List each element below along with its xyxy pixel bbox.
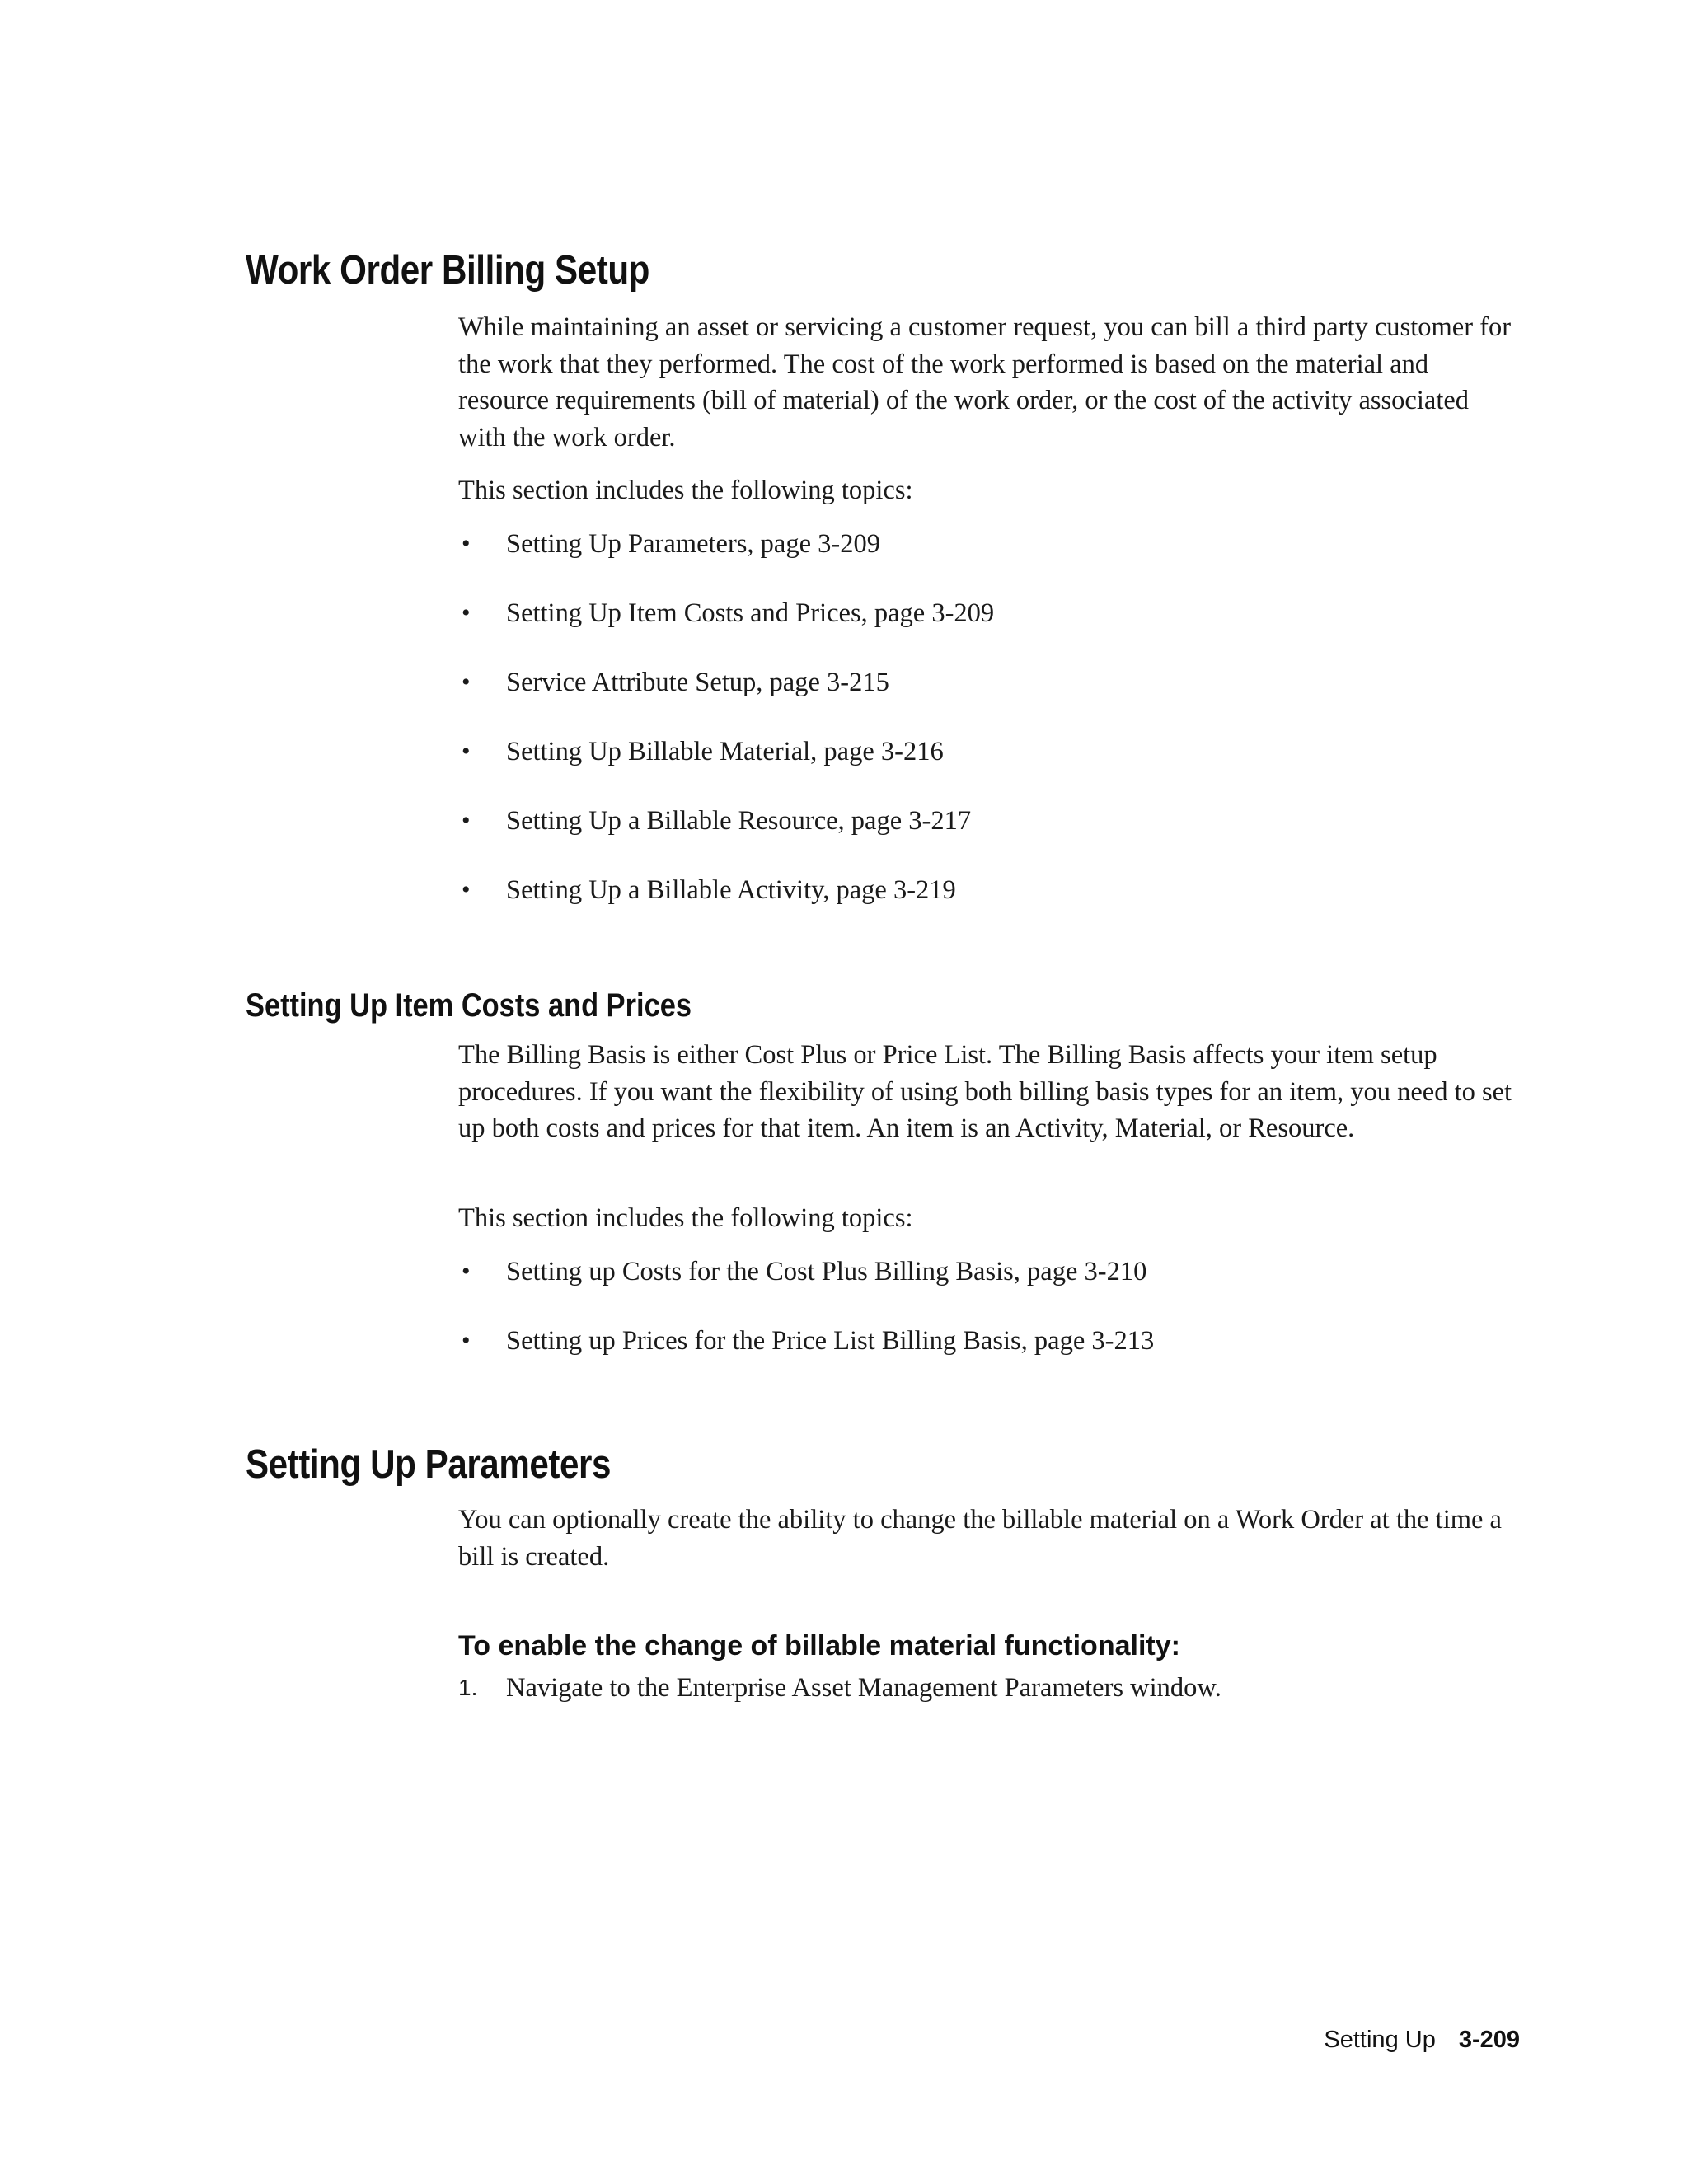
topic-list-item[interactable] bbox=[458, 595, 1522, 664]
bullet-icon: • bbox=[462, 599, 471, 626]
topic-list-item[interactable] bbox=[458, 664, 1522, 733]
procedure-step bbox=[458, 1670, 1522, 1706]
topic-list-item[interactable] bbox=[458, 803, 1522, 872]
bullet-icon: • bbox=[462, 738, 471, 765]
topic-link[interactable]: Setting up Prices for the Price List Billing Basis, page 3-213 bbox=[506, 1326, 1155, 1356]
topic-list-item[interactable] bbox=[458, 872, 1522, 941]
section-title-item-costs-and-prices: Setting Up Item Costs and Prices bbox=[246, 987, 692, 1024]
item-costs-topics-intro: This section includes the following topics: bbox=[458, 1203, 913, 1233]
bullet-icon: • bbox=[462, 668, 471, 696]
parameters-intro: You can optionally create the ability to change the billable material on a Work Order at the time a bill is created. bbox=[458, 1505, 1502, 1572]
item-costs-topic-list bbox=[458, 1254, 1522, 1392]
topic-link[interactable]: Service Attribute Setup, page 3-215 bbox=[506, 668, 889, 697]
topic-list-item[interactable] bbox=[458, 1254, 1522, 1323]
topic-link[interactable]: Setting Up a Billable Activity, page 3-219 bbox=[506, 875, 956, 905]
bullet-icon: • bbox=[462, 807, 471, 834]
bullet-icon: • bbox=[462, 1327, 471, 1354]
topic-link[interactable]: Setting Up Item Costs and Prices, page 3-209 bbox=[506, 598, 995, 628]
bullet-icon: • bbox=[462, 1258, 471, 1285]
step-number: 1. bbox=[458, 1675, 478, 1700]
step-text: Navigate to the Enterprise Asset Management Parameters window. bbox=[506, 1673, 1221, 1703]
bullet-icon: • bbox=[462, 876, 471, 903]
procedure-title: To enable the change of billable material functionality: bbox=[458, 1630, 1180, 1661]
section-title-setting-up-parameters: Setting Up Parameters bbox=[246, 1442, 611, 1487]
work-order-billing-topics-intro: This section includes the following topics: bbox=[458, 476, 913, 505]
topic-list-item[interactable] bbox=[458, 1323, 1522, 1392]
topic-link[interactable]: Setting Up Billable Material, page 3-216 bbox=[506, 737, 944, 766]
bullet-icon: • bbox=[462, 530, 471, 557]
item-costs-intro: The Billing Basis is either Cost Plus or Price List. The Billing Basis affects your item setup procedures. If you want the flexibility of using both billing basis types for an item, you need to set up both costs and prices for that item. An item is an Activity, Material, or Resource. bbox=[458, 1040, 1512, 1143]
topic-list-item[interactable] bbox=[458, 733, 1522, 803]
topic-link[interactable]: Setting up Costs for the Cost Plus Billing Basis, page 3-210 bbox=[506, 1257, 1147, 1286]
work-order-billing-topic-list bbox=[458, 526, 1522, 941]
topic-list-item[interactable] bbox=[458, 526, 1522, 595]
page-footer bbox=[1324, 2023, 1520, 2056]
footer-page-number: 3-209 bbox=[1458, 2027, 1520, 2053]
topic-link[interactable]: Setting Up Parameters, page 3-209 bbox=[506, 529, 880, 559]
work-order-billing-intro: While maintaining an asset or servicing a customer request, you can bill a third party customer for the work that they performed. The cost of the work performed is based on the material and resource requirements (bill of material) of the work order, or the cost of the activity associated with the work order. bbox=[458, 312, 1512, 452]
procedure-steps bbox=[458, 1670, 1522, 1706]
section-title-work-order-billing-setup: Work Order Billing Setup bbox=[246, 248, 649, 293]
topic-link[interactable]: Setting Up a Billable Resource, page 3-217 bbox=[506, 806, 972, 836]
footer-section-label: Setting Up bbox=[1324, 2027, 1436, 2053]
